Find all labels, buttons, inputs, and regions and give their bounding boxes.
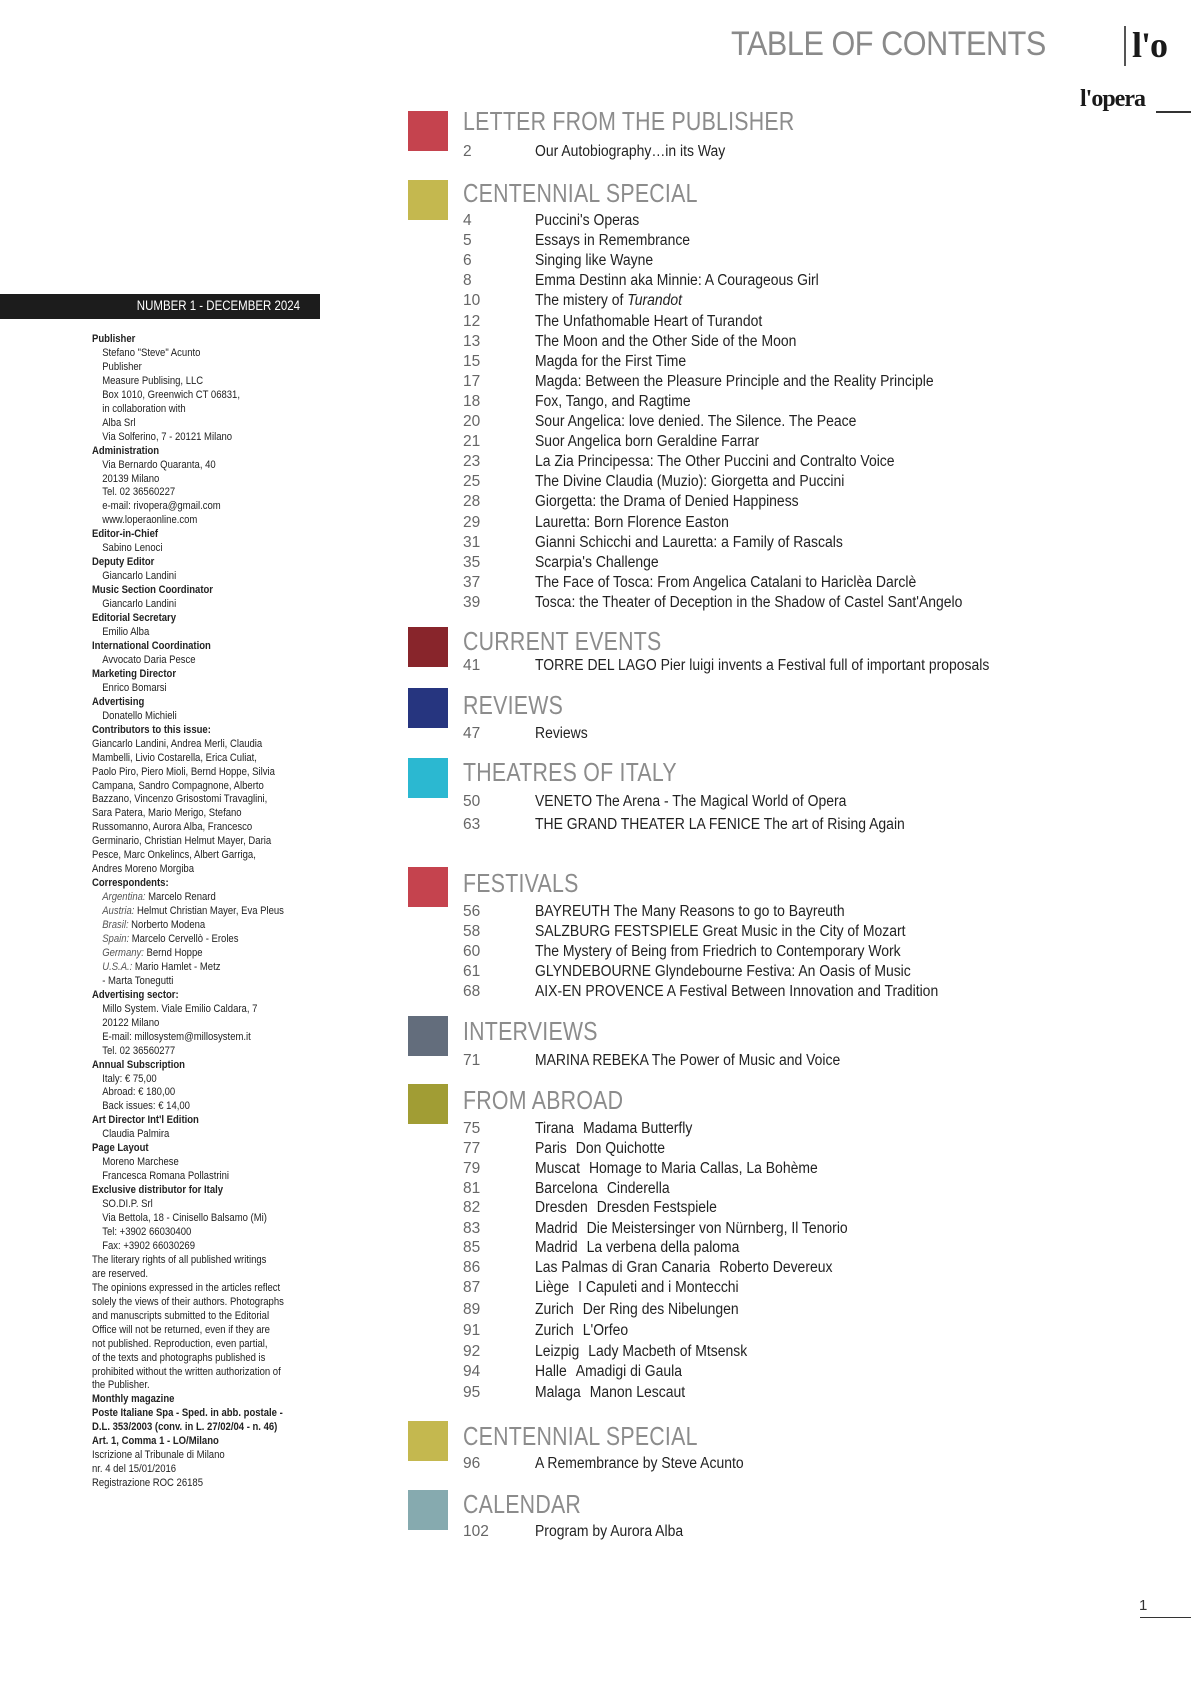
- entry-title[interactable]: Singing like Wayne: [535, 252, 654, 270]
- masthead-line: - Marta Tonegutti: [102, 974, 174, 987]
- entry-page-number: 92: [463, 1343, 481, 1360]
- entry-title[interactable]: Fox, Tango, and Ragtime: [535, 392, 691, 410]
- entry-title[interactable]: Magda: Between the Pleasure Principle and the Reality Principle: [535, 372, 934, 390]
- entry-title[interactable]: A Remembrance by Steve Acunto: [535, 1455, 744, 1472]
- entry-title[interactable]: The Mystery of Being from Friedrich to Contemporary Work: [535, 943, 901, 960]
- entry-page-number: 5: [463, 232, 472, 250]
- entry-title[interactable]: Scarpia's Challenge: [535, 553, 659, 571]
- masthead-paragraph: Pesce, Marc Onkelincs, Albert Garriga,: [92, 849, 256, 862]
- entry-page-number: 87: [463, 1279, 481, 1296]
- entry-opera: Manon Lescaut: [589, 1384, 686, 1401]
- entry-title[interactable]: [535, 1301, 739, 1319]
- masthead-line: Stefano "Steve" Acunto: [102, 346, 201, 359]
- entry-title[interactable]: Puccini's Operas: [535, 212, 640, 229]
- logo-long: l'opera: [1080, 86, 1145, 112]
- entry-opera: Homage to Maria Callas, La Bohème: [588, 1160, 818, 1177]
- entry-page-number: 79: [463, 1160, 481, 1177]
- masthead-line: Tel. 02 36560227: [102, 486, 176, 499]
- entry-city: Malaga: [535, 1384, 581, 1401]
- issue-label: NUMBER 1 - DECEMBER 2024: [136, 298, 300, 313]
- entry-page-number: 10: [463, 292, 481, 310]
- entry-page-number: 31: [463, 533, 481, 551]
- entry-title[interactable]: VENETO The Arena - The Magical World of Opera: [535, 793, 847, 810]
- masthead-line: E-mail: millosystem@millosystem.it: [102, 1030, 251, 1043]
- entry-city: Halle: [535, 1363, 567, 1380]
- masthead-paragraph: the Publisher.: [92, 1379, 150, 1392]
- entry-page-number: 60: [463, 943, 481, 960]
- section-color-square: [408, 180, 448, 220]
- masthead-heading: Art. 1, Comma 1 - LO/Milano: [92, 1435, 219, 1448]
- entry-city: Zurich: [535, 1301, 574, 1318]
- entry-city: Zurich: [535, 1322, 574, 1339]
- entry-city: Barcelona: [535, 1180, 598, 1197]
- masthead-heading: Advertising: [92, 695, 145, 708]
- entry-title[interactable]: [535, 1343, 747, 1361]
- correspondent-name: Bernd Hoppe: [146, 946, 203, 959]
- masthead-heading: Poste Italiane Spa - Sped. in abb. postale -: [92, 1407, 283, 1420]
- correspondent-name: Mario Hamlet - Metz: [134, 960, 221, 973]
- masthead-heading: Music Section Coordinator: [92, 584, 213, 597]
- entry-page-number: 75: [463, 1120, 481, 1137]
- entry-page-number: 12: [463, 312, 481, 330]
- entry-title[interactable]: TORRE DEL LAGO Pier luigi invents a Festival full of important proposals: [535, 657, 990, 674]
- masthead-line: 20122 Milano: [102, 1016, 160, 1029]
- logo-short: l'o: [1132, 25, 1168, 65]
- masthead-heading: Deputy Editor: [92, 556, 155, 569]
- entry-page-number: 15: [463, 352, 481, 370]
- entry-title[interactable]: Tosca: the Theater of Deception in the Shadow of Castel Sant'Angelo: [535, 593, 963, 611]
- masthead-correspondent: [92, 933, 288, 947]
- masthead-line: Via Bernardo Quaranta, 40: [102, 458, 216, 471]
- entry-city: Dresden: [535, 1199, 588, 1216]
- section-title[interactable]: THEATRES OF ITALY: [463, 757, 677, 787]
- entry-title[interactable]: [535, 1120, 692, 1138]
- entry-page-number: 56: [463, 903, 481, 920]
- correspondent-name: Marcelo Renard: [148, 891, 216, 904]
- correspondent-country: Argentina:: [102, 891, 146, 904]
- entry-opera: Madama Butterfly: [583, 1120, 693, 1137]
- masthead-line: Tel. 02 36560277: [102, 1044, 176, 1057]
- entry-title[interactable]: BAYREUTH The Many Reasons to go to Bayreuth: [535, 903, 845, 920]
- masthead-paragraph: are reserved.: [92, 1267, 149, 1280]
- section-title[interactable]: CENTENNIAL SPECIAL: [463, 1421, 698, 1451]
- section-color-square: [408, 758, 448, 798]
- section-title[interactable]: LETTER FROM THE PUBLISHER: [463, 106, 795, 136]
- masthead-line: Francesca Romana Pollastrini: [102, 1170, 230, 1183]
- entry-title[interactable]: [535, 1160, 818, 1178]
- entry-page-number: 96: [463, 1455, 481, 1472]
- entry-page-number: 89: [463, 1301, 481, 1318]
- entry-page-number: 28: [463, 493, 481, 511]
- masthead-paragraph: not published. Reproduction, even partial,: [92, 1337, 268, 1350]
- masthead-paragraph: Mambelli, Livio Costarella, Erica Culiat,: [92, 751, 257, 764]
- entry-title[interactable]: Giorgetta: the Drama of Denied Happiness: [535, 493, 799, 511]
- masthead-line: Back issues: € 14,00: [102, 1100, 190, 1113]
- entry-page-number: 83: [463, 1220, 481, 1237]
- entry-opera: La verbena della paloma: [586, 1239, 740, 1256]
- correspondent-country: Germany:: [102, 946, 144, 959]
- masthead-line: Publisher: [102, 360, 142, 373]
- masthead-heading: Editorial Secretary: [92, 612, 177, 625]
- masthead-heading: Publisher: [92, 333, 136, 345]
- entry-title[interactable]: Reviews: [535, 725, 588, 742]
- entry-title[interactable]: Emma Destinn aka Minnie: A Courageous Girl: [535, 272, 819, 290]
- entry-title[interactable]: Lauretta: Born Florence Easton: [535, 513, 729, 531]
- section-color-square: [408, 1421, 448, 1461]
- masthead-paragraph: Paolo Piro, Piero Mioli, Bernd Hoppe, Silvia: [92, 765, 275, 778]
- entry-title[interactable]: The Unfathomable Heart of Turandot: [535, 312, 763, 330]
- entry-page-number: 8: [463, 272, 472, 290]
- masthead-paragraph: of the texts and photographs published is: [92, 1351, 266, 1364]
- masthead-paragraph: Sara Patera, Mario Merigo, Stefano: [92, 807, 242, 820]
- entry-page-number: 86: [463, 1259, 481, 1276]
- entry-title[interactable]: [535, 1199, 717, 1217]
- masthead-line: Giancarlo Landini: [102, 570, 177, 583]
- masthead-correspondent: [92, 919, 288, 933]
- entry-title[interactable]: [535, 1239, 739, 1257]
- entry-opera: Die Meistersinger von Nürnberg, Il Tenorio: [586, 1220, 848, 1237]
- section-title[interactable]: REVIEWS: [463, 690, 564, 720]
- section-color-square: [408, 1084, 448, 1124]
- entry-page-number: 25: [463, 473, 481, 491]
- entry-page-number: 6: [463, 252, 472, 270]
- entry-page-number: 47: [463, 725, 481, 742]
- entry-opera: Amadigi di Gaula: [575, 1363, 683, 1380]
- section-title[interactable]: FROM ABROAD: [463, 1085, 624, 1115]
- masthead-line: Avvocato Daria Pesce: [102, 653, 196, 666]
- masthead-paragraph: Russomanno, Aurora Alba, Francesco: [92, 821, 253, 834]
- entry-page-number: 82: [463, 1199, 481, 1216]
- logo-rule: [1156, 111, 1191, 113]
- entry-page-number: 39: [463, 593, 481, 611]
- entry-page-number: 17: [463, 372, 481, 390]
- entry-city: Las Palmas di Gran Canaria: [535, 1259, 711, 1276]
- section-color-square: [408, 1490, 448, 1530]
- masthead-line: Emilio Alba: [102, 626, 150, 639]
- entry-title[interactable]: La Zia Principessa: The Other Puccini and Contralto Voice: [535, 453, 895, 471]
- masthead-line: Tel: +3902 66030400: [102, 1226, 192, 1238]
- page-title: TABLE OF CONTENTS: [731, 25, 1046, 63]
- entry-page-number: 35: [463, 553, 481, 571]
- entry-city: Muscat: [535, 1160, 580, 1177]
- masthead-correspondent: [92, 891, 288, 905]
- correspondent-country: Brasil:: [102, 919, 129, 932]
- entry-title[interactable]: The Moon and the Other Side of the Moon: [535, 332, 797, 350]
- entry-city: Madrid: [535, 1220, 578, 1237]
- section-color-square: [408, 627, 448, 667]
- entry-page-number: 91: [463, 1322, 481, 1339]
- masthead-heading: Administration: [92, 444, 160, 457]
- masthead-paragraph: prohibited without the written authorization of: [92, 1365, 281, 1378]
- masthead-heading: Editor-in-Chief: [92, 528, 159, 541]
- entry-city: Paris: [535, 1140, 567, 1157]
- entry-title[interactable]: Program by Aurora Alba: [535, 1523, 684, 1540]
- masthead-paragraph: The opinions expressed in the articles reflect: [92, 1281, 281, 1294]
- masthead-paragraph: nr. 4 del 15/01/2016: [92, 1463, 177, 1476]
- entry-page-number: 71: [463, 1052, 481, 1069]
- masthead-line: www.loperaonline.com: [102, 514, 198, 527]
- masthead-paragraph: Registrazione ROC 26185: [92, 1477, 204, 1490]
- masthead-line: Claudia Palmira: [102, 1128, 170, 1141]
- masthead-paragraph: Germinario, Christian Helmut Mayer, Daria: [92, 835, 272, 848]
- masthead-line: Millo System. Viale Emilio Caldara, 7: [102, 1002, 258, 1015]
- entry-opera: Dresden Festspiele: [596, 1199, 717, 1216]
- entry-title[interactable]: The Face of Tosca: From Angelica Catalani to Hariclèa Darclè: [535, 573, 917, 591]
- entry-title[interactable]: MARINA REBEKA The Power of Music and Voice: [535, 1052, 841, 1069]
- entry-page-number: 37: [463, 573, 481, 591]
- entry-opera: Roberto Devereux: [719, 1259, 833, 1276]
- masthead-line: Moreno Marchese: [102, 1156, 179, 1169]
- entry-title[interactable]: Magda for the First Time: [535, 352, 687, 370]
- section-color-square: [408, 688, 448, 728]
- entry-page-number: 77: [463, 1140, 481, 1157]
- entry-page-number: 21: [463, 433, 481, 451]
- masthead-line: 20139 Milano: [102, 472, 160, 485]
- masthead-paragraph: Giancarlo Landini, Andrea Merli, Claudia: [92, 737, 263, 750]
- entry-title[interactable]: [535, 1259, 832, 1277]
- entry-title[interactable]: Sour Angelica: love denied. The Silence. The Peace: [535, 413, 857, 430]
- entry-opera: L'Orfeo: [582, 1322, 629, 1339]
- page-number: 1: [1139, 1597, 1148, 1614]
- masthead-paragraph: Office will not be returned, even if they are: [92, 1323, 270, 1336]
- entry-title[interactable]: The Divine Claudia (Muzio): Giorgetta and Puccini: [535, 473, 845, 491]
- entry-opera: Don Quichotte: [575, 1140, 665, 1157]
- masthead-paragraph: The literary rights of all published writings: [92, 1253, 267, 1266]
- masthead-heading: Monthly magazine: [92, 1393, 175, 1406]
- entry-title[interactable]: [535, 1140, 665, 1158]
- title-divider: [1124, 26, 1126, 66]
- section-title[interactable]: FESTIVALS: [463, 868, 579, 898]
- entry-page-number: 85: [463, 1239, 481, 1256]
- entry-page-number: 2: [463, 143, 472, 160]
- correspondent-name: Marcelo Cervellò - Eroles: [131, 932, 239, 945]
- entry-title[interactable]: SALZBURG FESTSPIELE Great Music in the City of Mozart: [535, 923, 906, 940]
- entry-title[interactable]: [535, 1279, 739, 1297]
- masthead-line: Measure Publising, LLC: [102, 374, 204, 387]
- section-title[interactable]: CURRENT EVENTS: [463, 626, 662, 656]
- masthead-line: e-mail: rivopera@gmail.com: [102, 500, 221, 513]
- masthead-line: Enrico Bomarsi: [102, 681, 167, 694]
- masthead-heading: D.L. 353/2003 (conv. in L. 27/02/04 - n. 46): [92, 1421, 278, 1434]
- entry-city: Madrid: [535, 1239, 578, 1256]
- entry-title[interactable]: GLYNDEBOURNE Glyndebourne Festiva: An Oasis of Music: [535, 963, 911, 980]
- masthead-line: Abroad: € 180,00: [102, 1086, 176, 1099]
- masthead-line: Giancarlo Landini: [102, 598, 177, 611]
- correspondent-name: Helmut Christian Mayer, Eva Pleus: [136, 905, 284, 918]
- section-color-square: [408, 867, 448, 907]
- entry-page-number: 13: [463, 332, 481, 350]
- masthead-heading: Contributors to this issue:: [92, 723, 211, 736]
- section-color-square: [408, 111, 448, 151]
- footer-rule: [1140, 1617, 1191, 1618]
- masthead-heading: Advertising sector:: [92, 988, 179, 1001]
- masthead-heading: Marketing Director: [92, 667, 177, 680]
- masthead-paragraph: Campana, Sandro Compagnone, Alberto: [92, 779, 264, 792]
- entry-page-number: 102: [463, 1523, 489, 1540]
- masthead-paragraph: Iscrizione al Tribunale di Milano: [92, 1449, 225, 1462]
- entry-page-number: 50: [463, 793, 481, 810]
- entry-title[interactable]: THE GRAND THEATER LA FENICE The art of Rising Again: [535, 816, 905, 833]
- masthead-line: Alba Srl: [102, 416, 136, 429]
- entry-title[interactable]: [535, 1384, 685, 1402]
- section-color-square: [408, 1016, 448, 1056]
- entry-title-text: The mistery of: [535, 292, 628, 310]
- correspondent-country: Spain:: [102, 932, 130, 945]
- entry-city: Liège: [535, 1279, 570, 1296]
- entry-opera: Cinderella: [606, 1180, 670, 1197]
- masthead-paragraph: Bazzano, Vincenzo Grisostomi Travaglini,: [92, 793, 268, 806]
- masthead-heading: Art Director Int'l Edition: [92, 1114, 199, 1127]
- entry-page-number: 81: [463, 1180, 481, 1197]
- correspondent-name: Norberto Modena: [131, 919, 206, 932]
- entry-title-italic: Turandot: [627, 292, 683, 310]
- masthead-correspondent: [92, 947, 288, 961]
- entry-city: Tirana: [535, 1120, 575, 1137]
- entry-title[interactable]: Suor Angelica born Geraldine Farrar: [535, 433, 760, 451]
- masthead-paragraph: and manuscripts submitted to the Editorial: [92, 1309, 270, 1322]
- masthead-line: Box 1010, Greenwich CT 06831,: [102, 388, 240, 401]
- entry-page-number: 20: [463, 413, 481, 430]
- entry-page-number: 4: [463, 212, 472, 229]
- masthead-line: Italy: € 75,00: [102, 1072, 157, 1085]
- masthead-correspondent: [92, 905, 288, 919]
- section-title[interactable]: CALENDAR: [463, 1489, 582, 1519]
- masthead-heading: Page Layout: [92, 1142, 149, 1155]
- masthead-line: Donatello Michieli: [102, 709, 177, 722]
- masthead-line: Sabino Lenoci: [102, 542, 163, 555]
- masthead-heading: Correspondents:: [92, 877, 169, 890]
- entry-title[interactable]: AIX-EN PROVENCE A Festival Between Innovation and Tradition: [535, 983, 939, 1000]
- masthead-heading: Exclusive distributor for Italy: [92, 1184, 224, 1197]
- entry-title[interactable]: Gianni Schicchi and Lauretta: a Family of Rascals: [535, 533, 843, 551]
- entry-page-number: 63: [463, 816, 481, 833]
- entry-title[interactable]: [535, 1220, 848, 1238]
- masthead-line: Via Bettola, 18 - Cinisello Balsamo (Mi): [102, 1212, 267, 1225]
- entry-title[interactable]: [535, 1363, 682, 1381]
- masthead-paragraph: solely the views of their authors. Photographs: [92, 1295, 284, 1308]
- entry-page-number: 18: [463, 392, 481, 410]
- entry-city: Leizpig: [535, 1343, 580, 1360]
- entry-page-number: 23: [463, 453, 481, 471]
- entry-page-number: 29: [463, 513, 481, 531]
- section-title[interactable]: INTERVIEWS: [463, 1016, 598, 1046]
- entry-title[interactable]: Our Autobiography…in its Way: [535, 143, 726, 160]
- masthead-line: SO.DI.P. Srl: [102, 1198, 153, 1211]
- masthead-correspondent: [92, 961, 288, 975]
- masthead-line: Fax: +3902 66030269: [102, 1239, 195, 1252]
- correspondent-country: Austria:: [102, 905, 135, 918]
- entry-page-number: 41: [463, 657, 481, 674]
- entry-page-number: 68: [463, 983, 481, 1000]
- entry-page-number: 95: [463, 1384, 481, 1401]
- correspondent-country: U.S.A.:: [102, 960, 133, 973]
- issue-bar: [0, 294, 320, 319]
- masthead-heading: International Coordination: [92, 639, 211, 652]
- entry-title[interactable]: [535, 1322, 628, 1340]
- entry-title[interactable]: [535, 292, 682, 310]
- entry-page-number: 61: [463, 963, 481, 980]
- masthead-paragraph: Andres Moreno Morgiba: [92, 863, 195, 876]
- masthead: [92, 333, 322, 1491]
- masthead-heading: Annual Subscription: [92, 1058, 185, 1071]
- entry-title[interactable]: Essays in Remembrance: [535, 232, 691, 250]
- entry-opera: Der Ring des Nibelungen: [582, 1301, 739, 1318]
- entry-opera: I Capuleti and i Montecchi: [578, 1279, 739, 1296]
- entry-page-number: 58: [463, 923, 481, 940]
- entry-title[interactable]: [535, 1180, 670, 1198]
- section-title[interactable]: CENTENNIAL SPECIAL: [463, 178, 698, 208]
- masthead-line: Via Solferino, 7 - 20121 Milano: [102, 430, 233, 443]
- entry-opera: Lady Macbeth of Mtsensk: [588, 1343, 748, 1360]
- entry-page-number: 94: [463, 1363, 481, 1380]
- masthead-line: in collaboration with: [102, 402, 186, 415]
